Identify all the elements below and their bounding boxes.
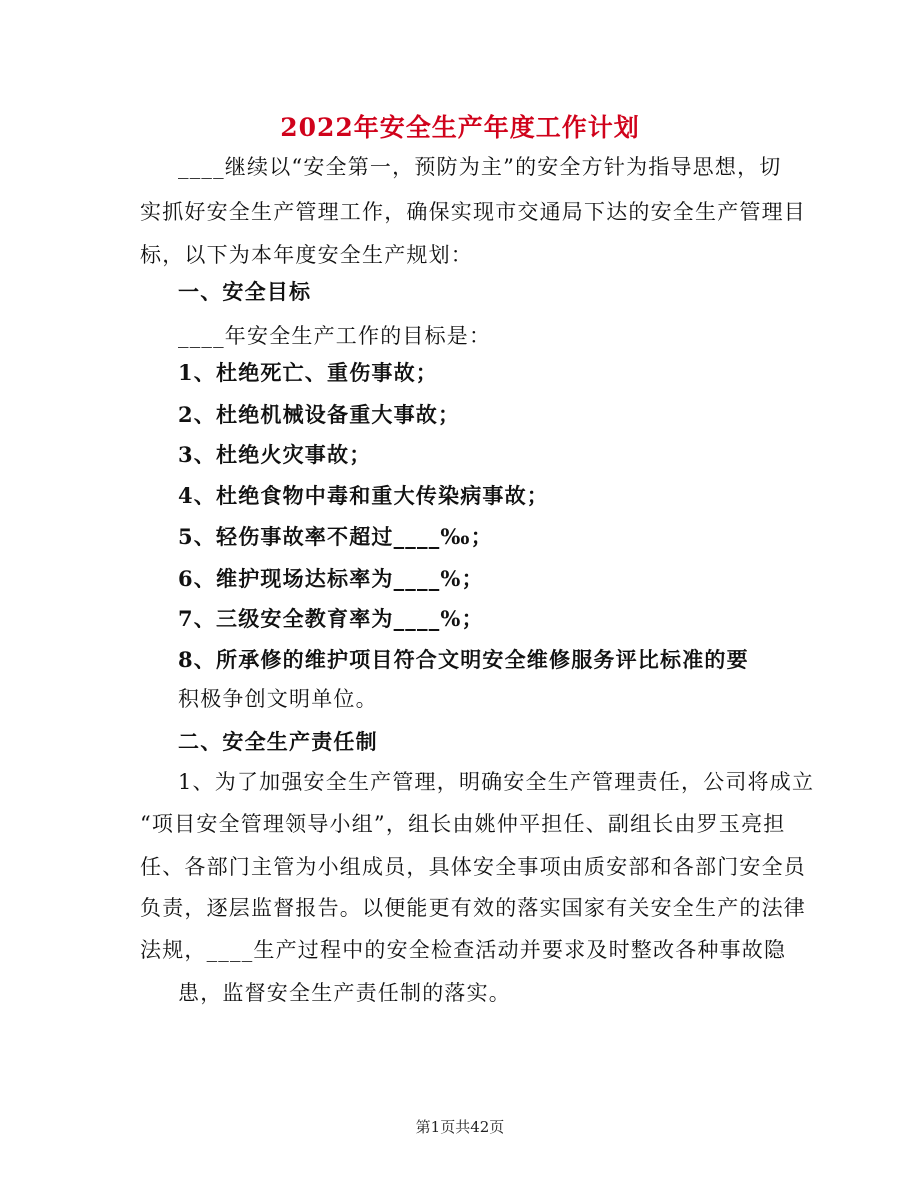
responsibility-line-6: 患，监督安全生产责任制的落实。 bbox=[178, 981, 511, 1005]
goal-item: 5、轻伤事故率不超过____‰； bbox=[178, 524, 493, 549]
responsibility-line-1: 1、为了加强安全生产管理，明确安全生产管理责任，公司将成立 bbox=[178, 770, 815, 794]
responsibility-line-2: “项目安全管理领导小组”，组长由姚仲平担任、副组长由罗玉亮担 bbox=[140, 812, 786, 836]
goal-item-continuation: 积极争创文明单位。 bbox=[178, 687, 378, 711]
document-title: 2022年安全生产年度工作计划 bbox=[280, 113, 640, 142]
goal-item: 4、杜绝食物中毒和重大传染病事故； bbox=[178, 483, 550, 508]
page-number: 第1页共42页 bbox=[415, 1118, 505, 1136]
goals-lead: ____年安全生产工作的目标是： bbox=[178, 324, 492, 348]
responsibility-line-5: 法规，____生产过程中的安全检查活动并要求及时整改各种事故隐 bbox=[140, 938, 787, 962]
intro-line-2: 实抓好安全生产管理工作，确保实现市交通局下达的安全生产管理目 bbox=[140, 200, 806, 224]
goal-item: 3、杜绝火灾事故； bbox=[178, 442, 372, 467]
goal-item: 2、杜绝机械设备重大事故； bbox=[178, 402, 461, 427]
intro-line-3: 标，以下为本年度安全生产规划： bbox=[140, 243, 473, 267]
intro-line-1: ____继续以“安全第一，预防为主”的安全方针为指导思想，切 bbox=[178, 155, 782, 179]
goal-item: 1、杜绝死亡、重伤事故； bbox=[178, 360, 439, 385]
goal-item: 6、维护现场达标率为____%； bbox=[178, 566, 484, 591]
responsibility-line-3: 任、各部门主管为小组成员，具体安全事项由质安部和各部门安全员 bbox=[140, 855, 806, 879]
goal-item: 8、所承修的维护项目符合文明安全维修服务评比标准的要 bbox=[178, 647, 749, 672]
responsibility-line-4: 负责，逐层监督报告。以便能更有效的落实国家有关安全生产的法律 bbox=[140, 896, 806, 920]
section-heading-responsibility: 二、安全生产责任制 bbox=[178, 729, 378, 754]
goal-item: 7、三级安全教育率为____%； bbox=[178, 606, 484, 631]
section-heading-goals: 一、安全目标 bbox=[178, 279, 312, 304]
